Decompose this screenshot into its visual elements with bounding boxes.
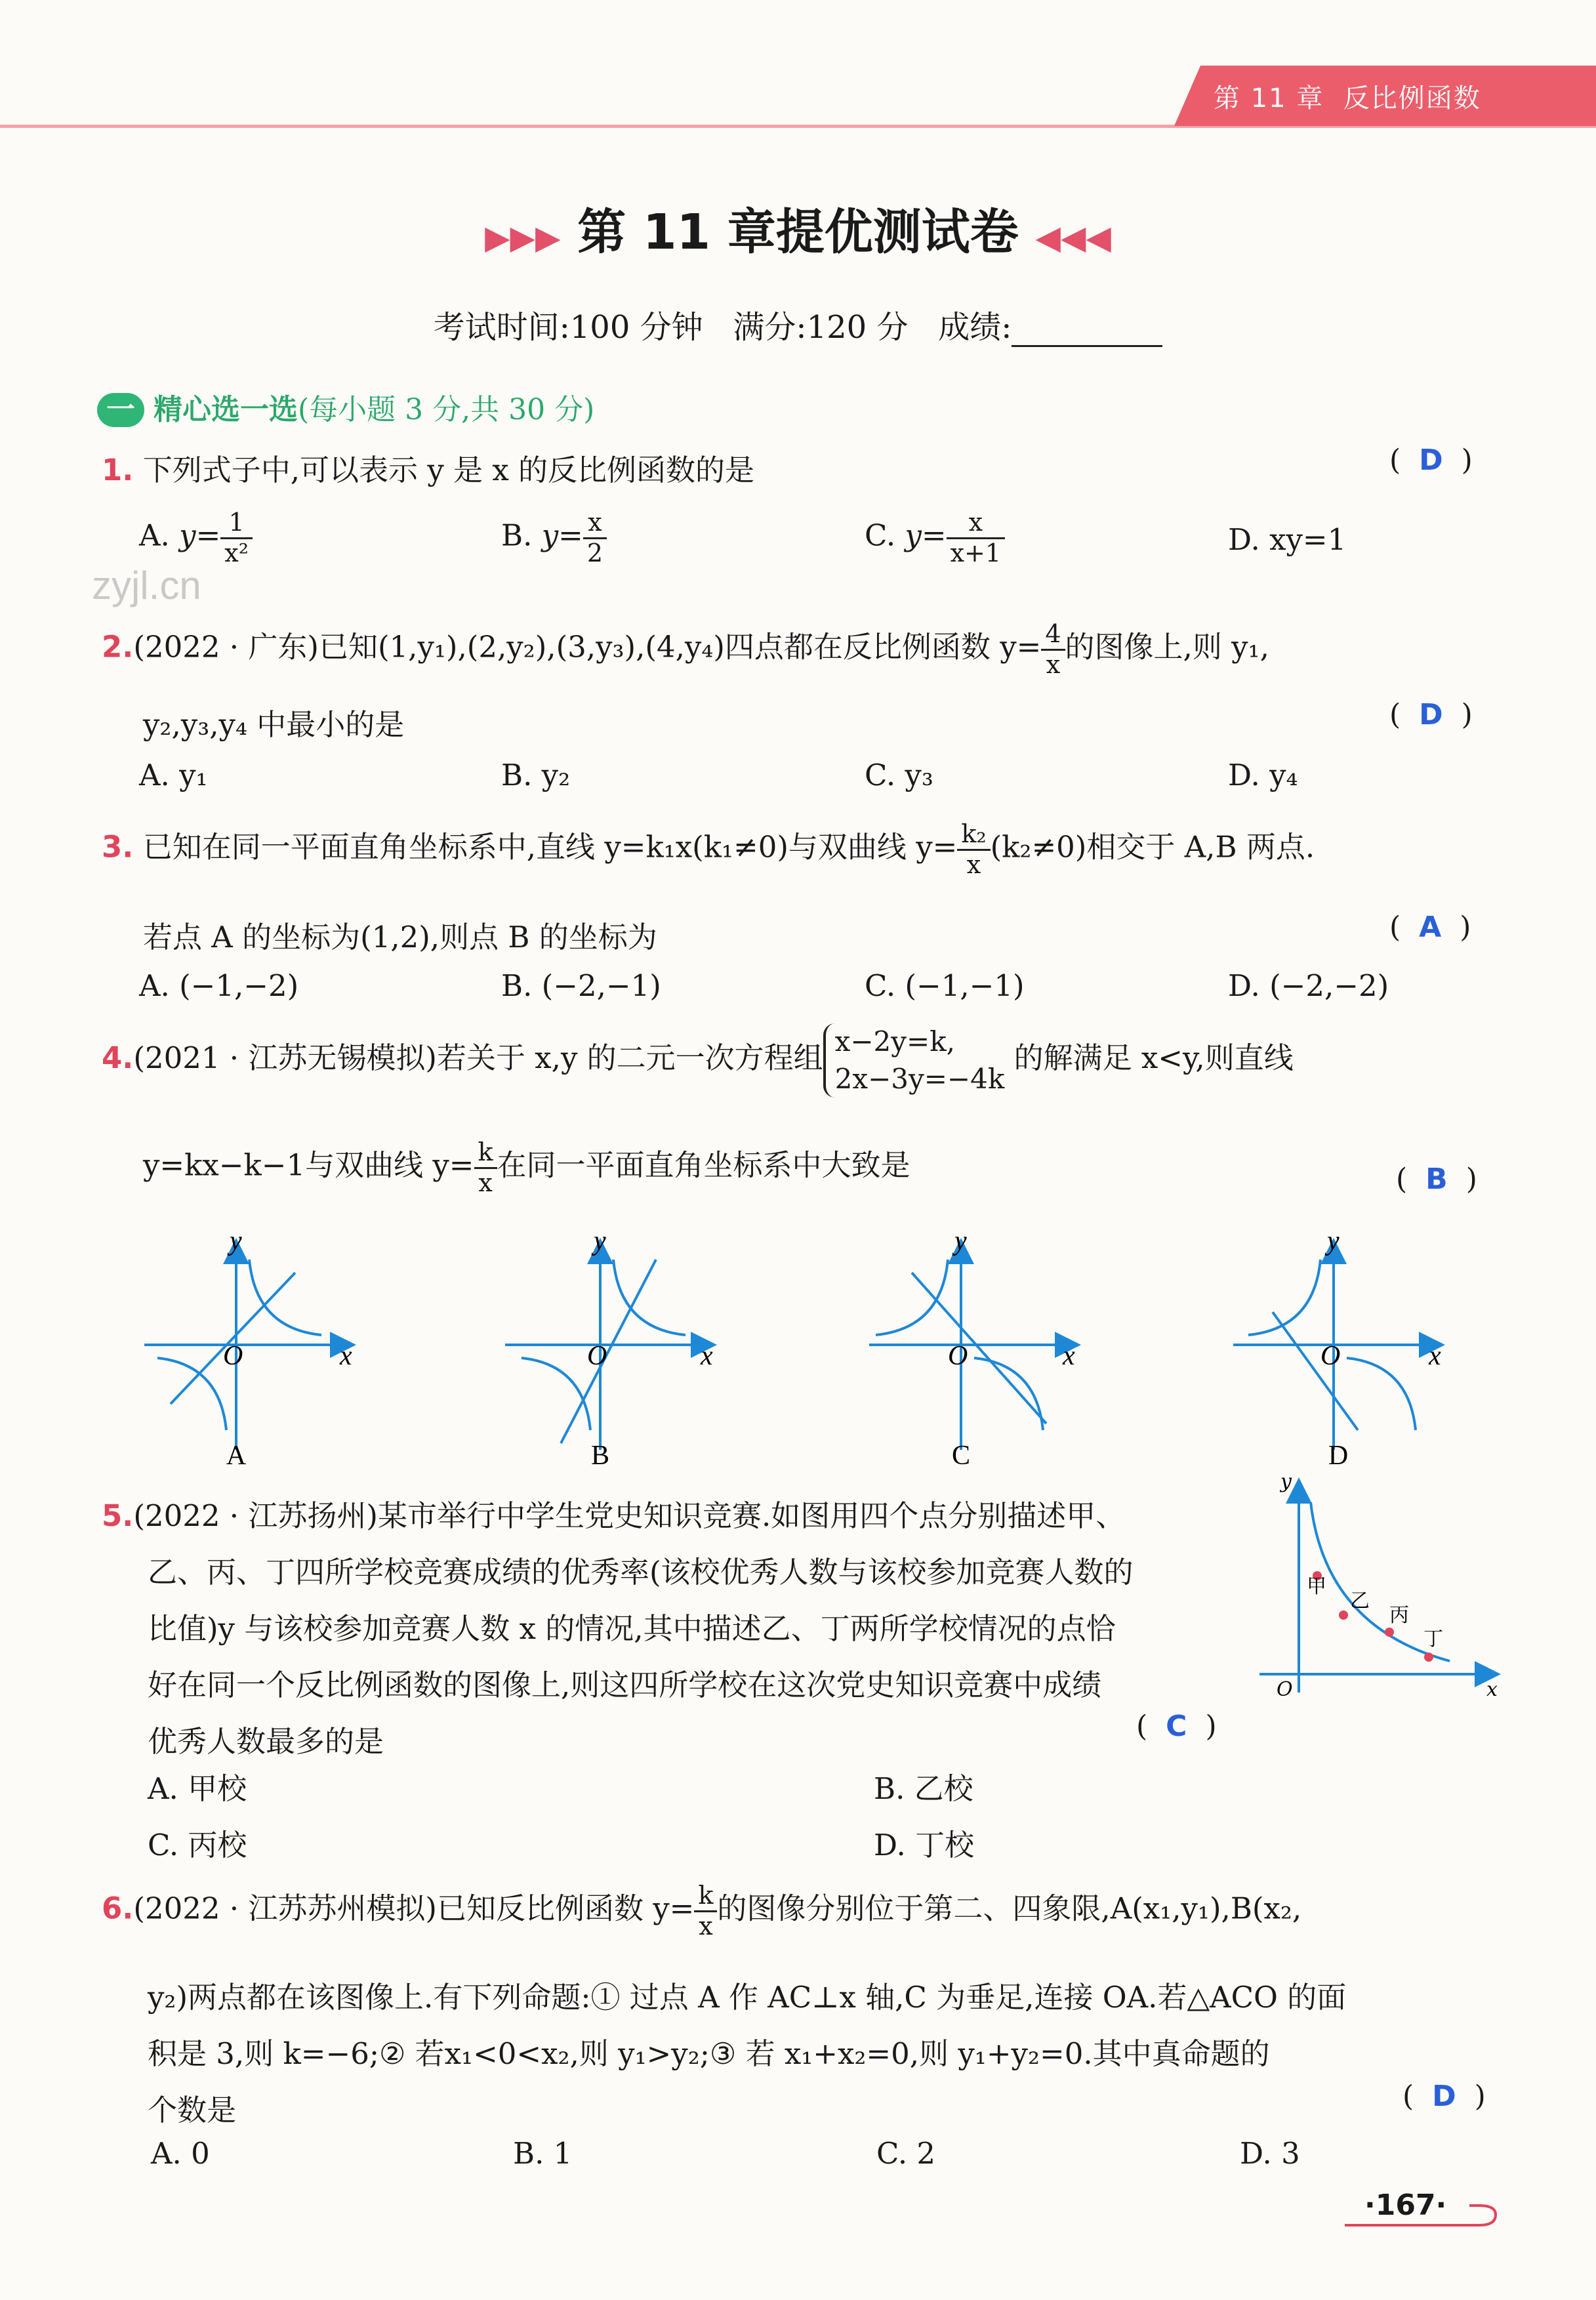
triangle-left-icon: ◀◀◀ — [1035, 218, 1111, 257]
section-heading: 一 精心选一选(每小题 3 分,共 30 分) — [97, 386, 594, 428]
q5-graph — [1246, 1476, 1509, 1712]
graph-b-y-label: y — [594, 1233, 606, 1256]
q2-option-a: A. y₁ — [139, 758, 208, 792]
graph-a — [144, 1243, 351, 1450]
q3-option-d: D. (−2,−2) — [1228, 968, 1389, 1003]
chapter-label: 第 11 章 反比例函数 — [1214, 83, 1481, 113]
point-bing-label: 丙 — [1389, 1604, 1409, 1627]
q5-answer-box: ( C ) — [1136, 1710, 1217, 1743]
graph-c-y-label: y — [954, 1233, 967, 1256]
question-6-body: y₂)两点都在该图像上.有下列命题:① 过点 A 作 AC⊥x 轴,C 为垂足,连接 OA.若△ACO 的面 积是 3,则 k=−6;② 若x₁<0<x₂,则 y₁>y₂;③ 若 x₁+x₂=0,则 y₁+y₂=0.其中真命题的 个数是 — [148, 1980, 1347, 2127]
q5-option-a: A. 甲校 — [148, 1771, 247, 1806]
graph-d-x-label: x — [1429, 1341, 1441, 1371]
q3-option-a: A. (−1,−2) — [139, 968, 299, 1003]
q5-origin: O — [1277, 1678, 1293, 1701]
point-bing — [1385, 1628, 1394, 1637]
graph-b-label: B — [590, 1441, 610, 1471]
graph-a-y-label: y — [230, 1233, 242, 1256]
q5-y-label: y — [1280, 1476, 1292, 1493]
q6-option-b: B. 1 — [513, 2136, 573, 2171]
q4-graphs — [131, 1233, 1509, 1476]
equation-system: x−2y=k, 2x−3y=−4k — [823, 1023, 1005, 1098]
q2-option-d: D. y₄ — [1228, 758, 1298, 792]
q2-option-c: C. y₃ — [865, 758, 933, 792]
question-4: 4.(2021 · 江苏无锡模拟)若关于 x,y 的二元一次方程组 x−2y=k, 2x−3y=−4k 的解满足 x<y,则直线 — [102, 1023, 1294, 1098]
point-jia-label: 甲 — [1307, 1575, 1326, 1598]
q5-option-c: C. 丙校 — [148, 1828, 247, 1862]
page-number: ·167· — [1364, 2188, 1447, 2222]
q3-answer-box: ( A ) — [1389, 911, 1471, 944]
exam-info: 考试时间:100 分钟 满分:120 分 成绩: — [0, 302, 1596, 347]
q6-answer-box: ( D ) — [1402, 2080, 1486, 2113]
q2-answer-box: ( D ) — [1389, 698, 1473, 731]
point-yi — [1339, 1611, 1348, 1620]
graph-c-origin: O — [948, 1341, 968, 1371]
q3-option-b: B. (−2,−1) — [501, 968, 661, 1003]
graph-d-label: D — [1328, 1441, 1349, 1471]
graph-a-origin: O — [223, 1341, 243, 1371]
q4-answer-box: ( B ) — [1396, 1162, 1477, 1196]
question-6: 6.(2022 · 江苏苏州模拟)已知反比例函数 y= $\frac{k}{x}$ 的图像分别位于第二、四象限,A(x₁,y₁),B(x₂, — [102, 1881, 1302, 1941]
graph-b-x-label: x — [701, 1341, 713, 1371]
graph-b — [505, 1243, 712, 1450]
page-title: ▶▶▶ 第 11 章提优测试卷 ◀◀◀ — [485, 204, 1111, 260]
q5-option-b: B. 乙校 — [874, 1771, 973, 1806]
point-ding — [1424, 1653, 1433, 1662]
question-2-line2: y₂,y₃,y₄ 中最小的是 — [143, 707, 405, 742]
question-3: 3. 已知在同一平面直角坐标系中,直线 y=k₁x(k₁≠0)与双曲线 y= $\frac{\text{k₂}}{x}$ (k₂≠0)相交于 A,B 两点. — [102, 819, 1315, 879]
q2-option-b: B. y₂ — [501, 758, 571, 792]
point-ding-label: 丁 — [1423, 1628, 1443, 1651]
question-1: 1. 下列式子中,可以表示 y 是 x 的反比例函数的是 — [102, 453, 755, 487]
question-2: 2.(2022 · 广东)已知(1,y₁),(2,y₂),(3,y₃),(4,y₄)四点都在反比例函数 y= $\frac{4}{x}$ 的图像上,则 y₁, — [102, 619, 1269, 679]
page-number-swoosh — [1345, 2203, 1502, 2229]
grade-blank[interactable] — [1012, 319, 1162, 347]
question-5: 5.(2022 · 江苏扬州)某市举行中学生党史知识竞赛.如图用四个点分别描述甲、 乙、丙、丁四所学校竞赛成绩的优秀率(该校优秀人数与该校参加竞赛人数的 比值)y 与该校参加竞赛人数 x 的情况,其中描述乙、丁两所学校情况的点恰 好在同一个反比例函数的图像上,则这四所学校在这次党史知识竞赛中成绩 优秀人数最多的是 — [102, 1498, 1134, 1759]
q6-option-d: D. 3 — [1240, 2136, 1300, 2171]
q1-option-d: D. xy=1 — [1228, 522, 1347, 557]
question-4-line2: y=kx−k−1与双曲线 y= $\frac{k}{x}$ 在同一平面直角坐标系中大致是 — [143, 1138, 911, 1197]
graph-c — [869, 1243, 1076, 1450]
graph-c-x-label: x — [1063, 1341, 1075, 1371]
graph-d-y-label: y — [1327, 1233, 1340, 1256]
q1-option-c: C. y= $\frac{x}{x+1}$ — [865, 508, 1005, 567]
graph-a-label: A — [226, 1441, 247, 1471]
point-yi-label: 乙 — [1350, 1590, 1370, 1612]
q1-option-b: B. y= $\frac{x}{2}$ — [501, 508, 607, 567]
graph-b-origin: O — [587, 1341, 607, 1371]
graph-c-label: C — [951, 1441, 971, 1471]
question-3-line2: 若点 A 的坐标为(1,2),则点 B 的坐标为 — [143, 920, 657, 955]
q3-option-c: C. (−1,−1) — [865, 968, 1025, 1003]
q5-option-d: D. 丁校 — [874, 1828, 975, 1862]
graph-a-x-label: x — [340, 1341, 352, 1371]
q1-answer-box: ( D ) — [1389, 443, 1473, 477]
watermark: zyjl.cn — [92, 564, 201, 607]
graph-d-origin: O — [1320, 1341, 1341, 1371]
q6-option-c: C. 2 — [876, 2136, 936, 2171]
q6-option-a: A. 0 — [151, 2136, 210, 2171]
q5-x-label: x — [1486, 1678, 1498, 1701]
q1-option-a: A. y= $\frac{1}{\text{x²}}$ — [139, 508, 253, 567]
triangle-right-icon: ▶▶▶ — [485, 218, 561, 257]
